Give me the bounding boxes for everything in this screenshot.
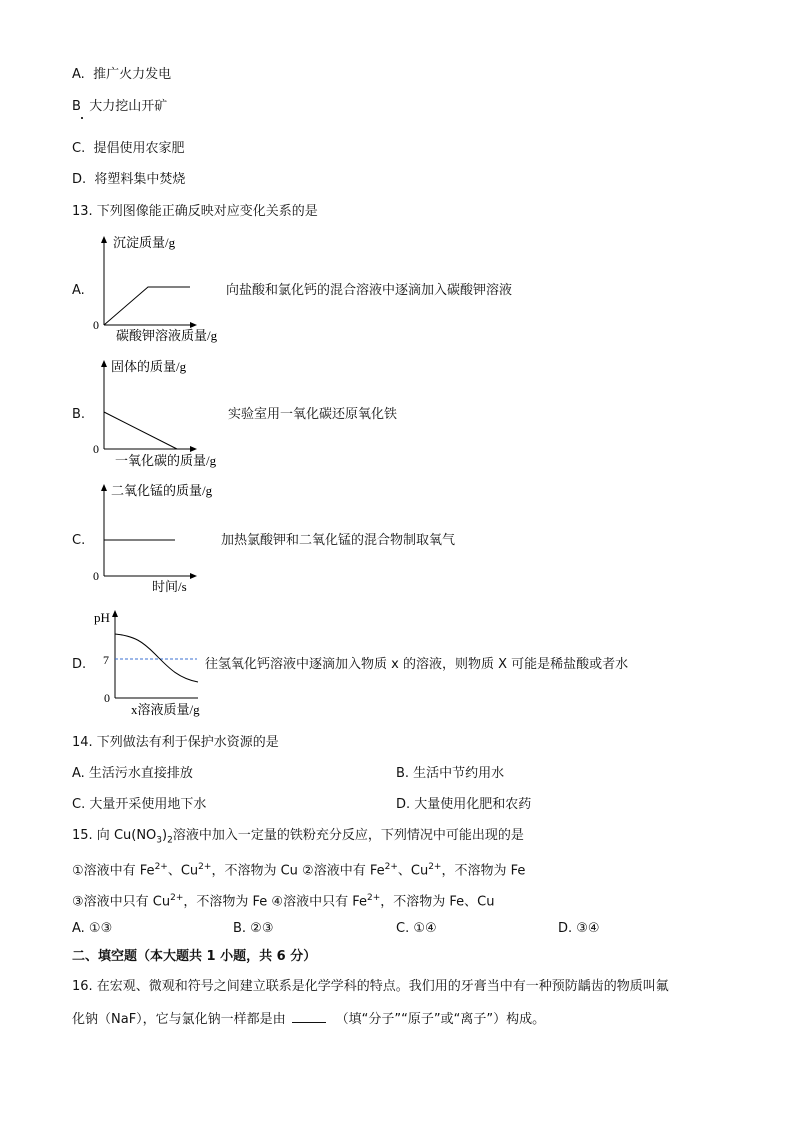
q13-stem: 13. 下列图像能正确反映对应变化关系的是: [72, 204, 318, 219]
q14-stem: 14. 下列做法有利于保护水资源的是: [72, 735, 279, 750]
c-origin: 0: [93, 569, 99, 583]
q15-option-d: D. ③④: [558, 921, 600, 936]
q14-option-b: B. 生活中节约用水: [396, 766, 505, 781]
q13-d-label: D.: [72, 657, 87, 672]
d-ytick-7: 7: [103, 653, 109, 667]
q14-option-d: D. 大量使用化肥和农药: [396, 797, 532, 812]
q15-case-line-2: ③溶液中只有 $Cu^{2+}$，不溶物为 Fe ④溶液中只有 $Fe^{2+}$，不溶物为 Fe、Cu: [72, 893, 495, 910]
stray-dot: [81, 117, 83, 119]
q14-option-a: A. 生活污水直接排放: [72, 766, 193, 781]
q13-c-label: C.: [72, 533, 86, 548]
q13-b-graph: [85, 354, 245, 470]
c-y-arrow: [101, 484, 107, 491]
q13-a-graph: [85, 230, 245, 346]
c-xlabel: 时间/s: [152, 579, 187, 594]
q15-stem: 15. 向 $Cu(NO_3)_2$溶液中加入一定量的铁粉充分反应，下列情况中可能出现的是: [72, 828, 524, 846]
a-curve: [104, 287, 190, 325]
a-origin: 0: [93, 318, 99, 332]
b-origin: 0: [93, 442, 99, 456]
q13-b-desc: 实验室用一氧化碳还原氧化铁: [228, 407, 398, 422]
q16-line-2: 化钠（NaF），它与氯化钠一样都是由 （填“分子”“原子”或“离子”）构成。: [72, 1009, 545, 1029]
q12-option-b: B 大力挖山开矿: [72, 99, 168, 114]
q16-answer-blank[interactable]: [292, 1009, 326, 1023]
b-x-arrow: [190, 446, 197, 452]
q15-option-b: B. ②③: [233, 921, 274, 936]
a-y-arrow: [101, 236, 107, 243]
q12-option-c: C. 提倡使用农家肥: [72, 141, 185, 156]
q16-line-1: 16. 在宏观、微观和符号之间建立联系是化学学科的特点。我们用的牙膏当中有一种预防龋齿的物质叫氟: [72, 979, 669, 994]
q13-b-label: B.: [72, 407, 86, 422]
b-xlabel: 一氧化碳的质量/g: [115, 453, 217, 468]
q12-option-d: D. 将塑料集中焚烧: [72, 172, 186, 187]
q13-d-graph: [85, 604, 210, 722]
a-ylabel: 沉淀质量/g: [113, 235, 176, 250]
q13-c-desc: 加热氯酸钾和二氧化锰的混合物制取氧气: [221, 533, 456, 548]
q13-a-desc: 向盐酸和氯化钙的混合溶液中逐滴加入碳酸钾溶液: [226, 283, 513, 298]
q15-option-c: C. ①④: [396, 921, 437, 936]
d-y-arrow: [112, 610, 118, 617]
a-xlabel: 碳酸钾溶液质量/g: [116, 328, 218, 343]
d-xlabel: x溶液质量/g: [131, 702, 200, 717]
q15-option-a: A. ①③: [72, 921, 113, 936]
d-ylabel: pH: [94, 610, 110, 625]
section-2-title: 二、填空题（本大题共 1 小题，共 6 分）: [72, 949, 317, 964]
q12-option-a: A. 推广火力发电: [72, 67, 172, 82]
c-ylabel: 二氧化锰的质量/g: [111, 483, 213, 498]
b-curve: [104, 412, 177, 449]
q14-option-c: C. 大量开采使用地下水: [72, 797, 207, 812]
d-origin: 0: [104, 691, 110, 705]
c-x-arrow: [190, 573, 197, 579]
d-curve: [115, 634, 198, 682]
q13-a-label: A.: [72, 283, 85, 298]
b-ylabel: 固体的质量/g: [111, 359, 187, 374]
b-y-arrow: [101, 360, 107, 367]
q15-case-line-1: ①溶液中有 $Fe^{2+}$、$Cu^{2+}$，不溶物为 Cu ②溶液中有 $Fe^{2+}$、$Cu^{2+}$，不溶物为 Fe: [72, 862, 526, 879]
q13-d-desc: 往氢氧化钙溶液中逐滴加入物质 x 的溶液，则物质 X 可能是稀盐酸或者水: [205, 657, 629, 672]
